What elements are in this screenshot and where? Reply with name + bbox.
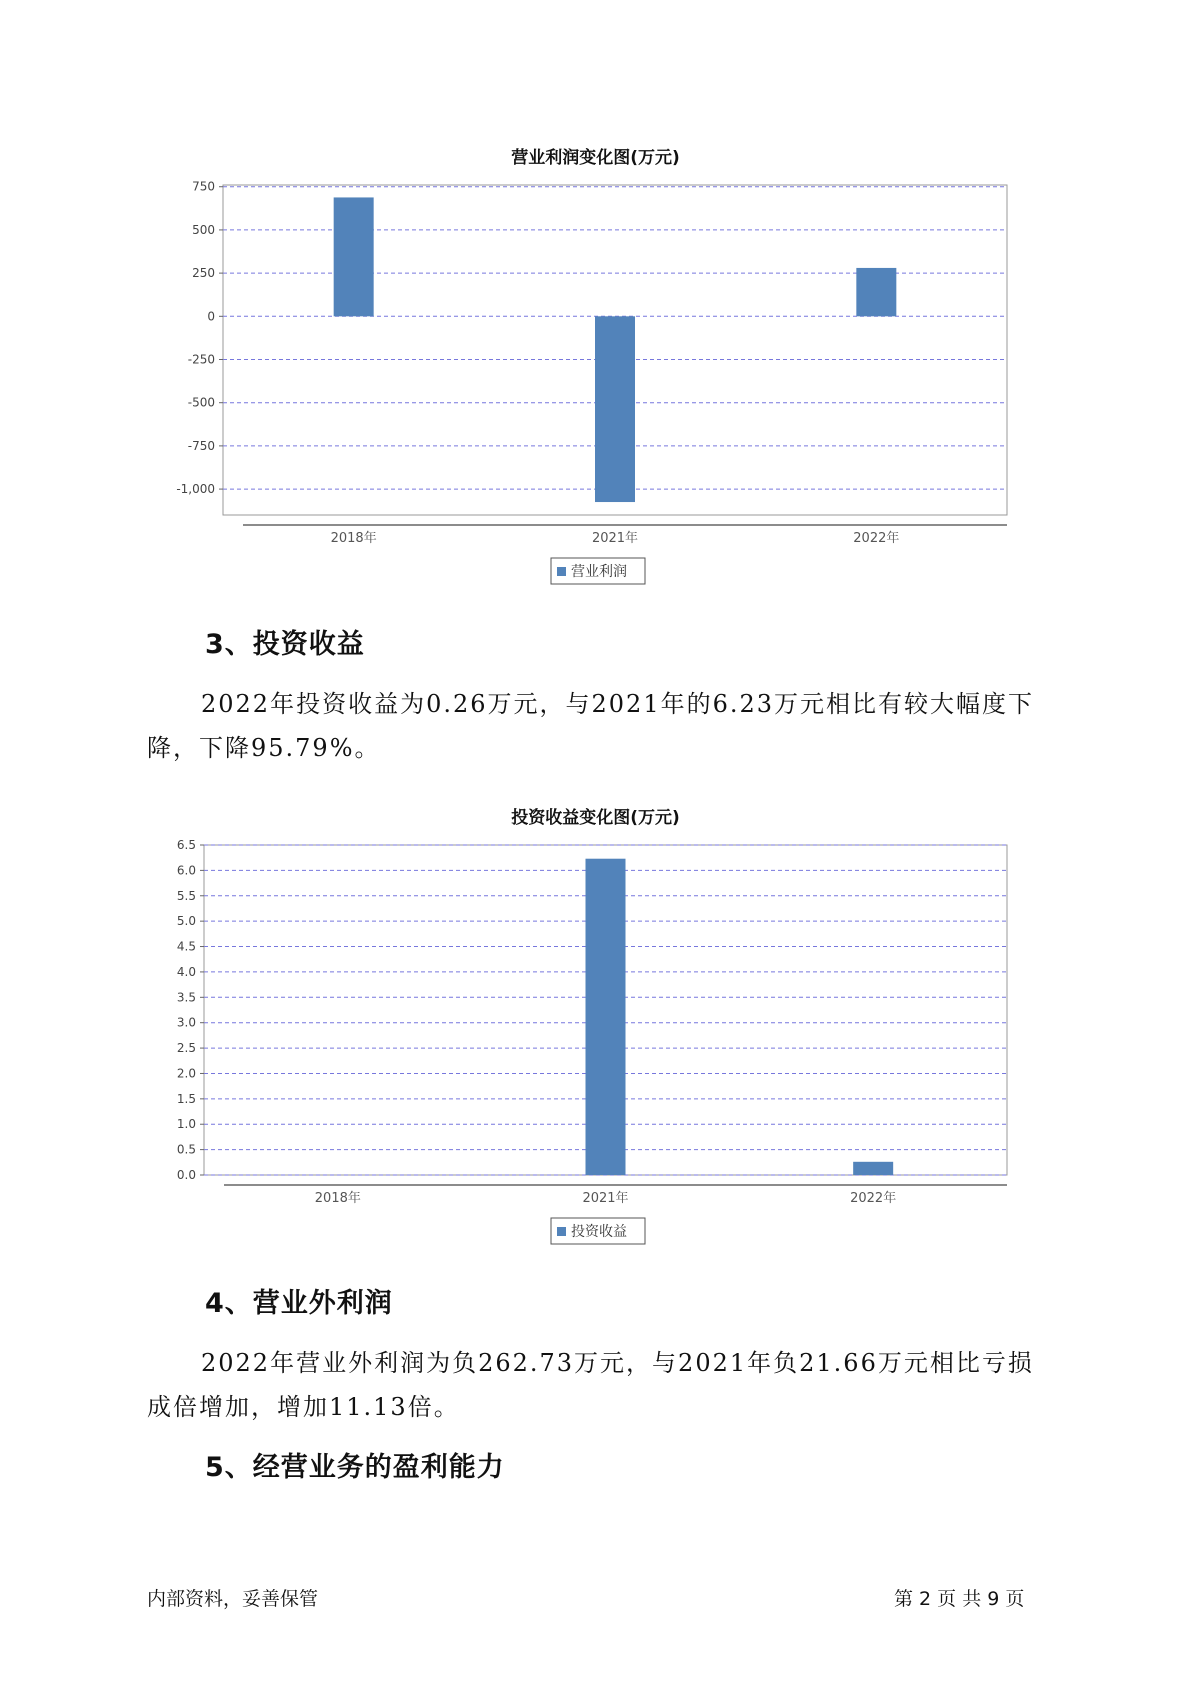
y-tick-label: 6.0	[176, 863, 196, 878]
y-tick-label: 500	[192, 222, 215, 237]
legend-swatch	[557, 567, 566, 576]
operating-profit-chart	[0, 170, 1191, 590]
bar-2	[586, 859, 626, 1175]
y-tick-label: -500	[187, 395, 215, 410]
section-3-paragraph: 2022年投资收益为0.26万元，与2021年的6.23万元相比有较大幅度下降，下降95.79%。	[147, 690, 1035, 762]
y-tick-label: 250	[192, 266, 215, 281]
legend-label: 投资收益	[571, 1224, 627, 1240]
legend	[551, 1218, 645, 1244]
y-tick-label: -750	[187, 438, 215, 453]
y-tick-label: -1,000	[176, 482, 215, 497]
bar-3	[853, 1162, 893, 1175]
investment-income-chart	[0, 830, 1191, 1250]
y-tick-label: -250	[187, 352, 215, 367]
chart2-title: 投资收益变化图(万元)	[511, 808, 680, 828]
x-tick-label: 2021年	[582, 1191, 629, 1206]
x-tick-label: 2022年	[853, 531, 900, 546]
legend	[551, 558, 645, 584]
y-tick-label: 1.5	[176, 1091, 196, 1106]
legend-label: 营业利润	[571, 564, 627, 580]
y-tick-label: 5.0	[176, 914, 196, 929]
section-4-paragraph: 2022年营业外利润为负262.73万元，与2021年负21.66万元相比亏损成倍增加，增加11.13倍。	[147, 1349, 1034, 1421]
y-tick-label: 4.0	[176, 964, 196, 979]
chart1-title: 营业利润变化图(万元)	[511, 148, 680, 168]
x-tick-label: 2018年	[314, 1191, 361, 1206]
bar-3	[856, 268, 896, 316]
y-tick-label: 2.5	[176, 1041, 196, 1056]
x-tick-label: 2021年	[591, 531, 639, 546]
section-4-heading: 4、营业外利润	[205, 1288, 393, 1319]
bar-1	[334, 197, 374, 316]
y-tick-label: 6.5	[176, 838, 196, 852]
y-tick-label: 0	[207, 309, 215, 324]
y-tick-label: 0.5	[176, 1142, 196, 1157]
x-tick-label: 2018年	[330, 531, 377, 546]
y-tick-label: 0.0	[176, 1168, 196, 1182]
y-tick-label: 4.5	[176, 939, 196, 954]
y-tick-label: 750	[192, 179, 215, 194]
footer-confidential-note: 内部资料，妥善保管	[147, 1588, 319, 1610]
y-tick-label: 1.0	[176, 1117, 196, 1132]
bar-2	[595, 316, 635, 502]
section-3-heading: 3、投资收益	[205, 629, 365, 660]
section-5-heading: 5、经营业务的盈利能力	[205, 1452, 505, 1483]
y-tick-label: 3.5	[176, 990, 196, 1005]
footer-page-number: 第 2 页 共 9 页	[894, 1588, 1025, 1610]
legend-swatch	[557, 1227, 566, 1236]
y-tick-label: 3.0	[176, 1015, 196, 1030]
y-tick-label: 2.0	[176, 1066, 196, 1081]
y-tick-label: 5.5	[176, 888, 196, 903]
x-tick-label: 2022年	[850, 1191, 897, 1206]
